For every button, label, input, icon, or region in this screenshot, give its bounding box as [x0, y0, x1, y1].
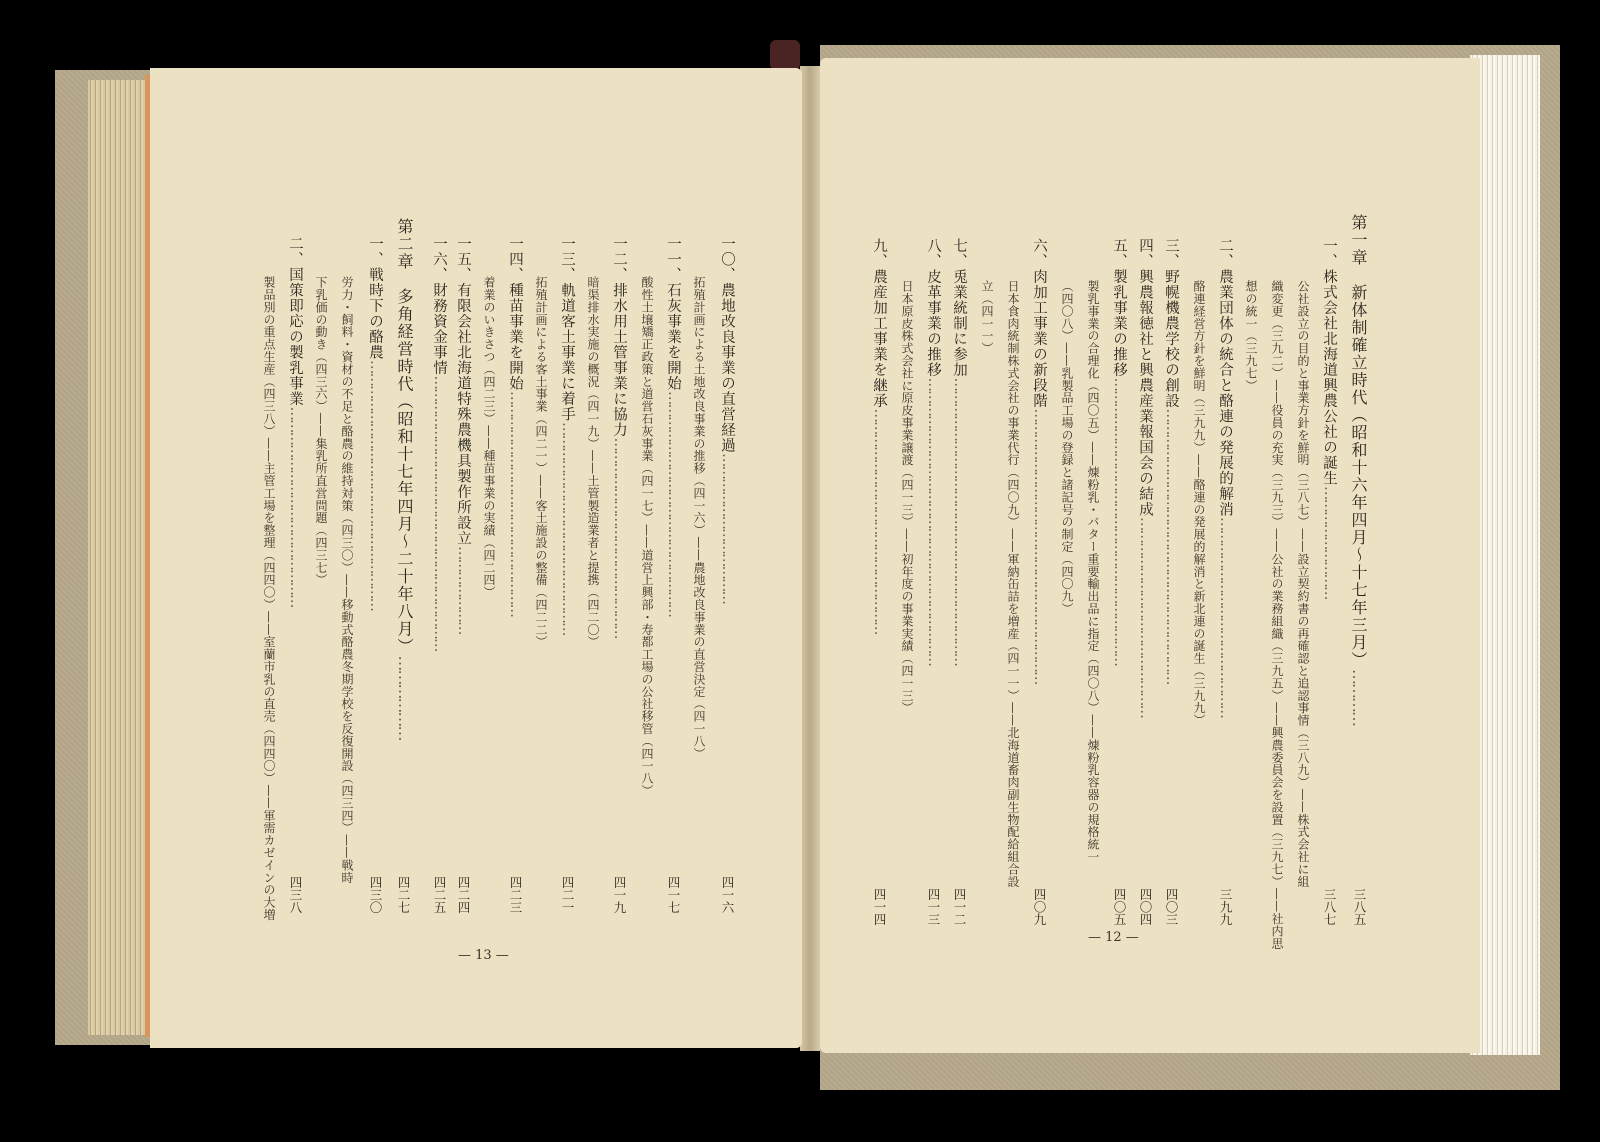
left-page-edges	[88, 80, 148, 1035]
right-col-1	[1347, 214, 1370, 725]
right-col-19	[869, 238, 890, 634]
section-title: 種苗事業を開始	[507, 282, 523, 391]
left-page	[150, 68, 802, 1048]
leader-dots: …………………………………………………………	[1031, 408, 1047, 684]
subsection-text: （四〇八）——乳製品工場の登録と諸記号の制定（四〇九）	[1060, 280, 1074, 615]
left-col-6	[585, 276, 602, 648]
right-col-8	[1161, 238, 1182, 684]
subsection-text: 日本食肉統制株式会社の事業代行（四〇九）——軍納缶詰を増産（四一一）——北海道畜肉副生物配給組合設	[1006, 280, 1020, 888]
page-ref: 四一六	[720, 876, 735, 914]
leader-dots: …………………………………………………………	[1163, 408, 1179, 684]
section-title: 国策即応の製乳事業	[287, 267, 303, 407]
subsection-text: 着業のいきさつ（四二三）——種苗事業の実績（四二四）	[482, 276, 496, 599]
right-page-edges	[1470, 55, 1540, 1055]
right-col-16	[949, 238, 970, 665]
page-ref: 三九九	[1218, 888, 1233, 926]
left-col-4	[639, 276, 656, 797]
left-col-12	[429, 236, 450, 651]
right-col-13	[1029, 238, 1050, 684]
right-col-17	[923, 238, 944, 665]
section-title: 農産加工事業を継承	[871, 269, 887, 409]
subsection-text: 労力・飼料・資材の不足と酪農の維持対策（四三〇）——移動式酪農冬期学校を反復開設（四三四）——戦時	[340, 276, 354, 884]
right-col-12	[1059, 280, 1076, 615]
right-col-4	[1269, 280, 1286, 950]
section-title: 戦時下の酪農	[367, 267, 383, 360]
section-number: 一一、	[665, 236, 681, 283]
right-col-6	[1215, 238, 1236, 717]
page-ref: 四二四	[456, 876, 471, 914]
subsection-text: 下乳価の動き（四三六）——集乳所直営問題（四三七）	[314, 276, 328, 586]
section-number: 一六、	[431, 236, 447, 283]
left-col-7	[557, 236, 578, 635]
leader-dots: ………………	[395, 655, 414, 740]
section-number: 一、	[367, 236, 383, 267]
chapter-number: 第一章	[1349, 214, 1368, 267]
right-col-14	[1005, 280, 1022, 888]
leader-dots: ………………………	[1321, 486, 1337, 599]
section-number: 九、	[871, 238, 887, 269]
left-col-1	[717, 236, 738, 603]
section-title: 肉加工事業の新段階	[1031, 269, 1047, 409]
right-col-3	[1295, 280, 1312, 888]
section-title: 農地改良事業の直営経過	[719, 282, 735, 453]
subsection-text: 拓殖計画による土地改良事業の推移（四一六）——農地改良事業の直営決定（四一八）	[692, 276, 706, 760]
bookmark-ribbon	[770, 40, 800, 70]
right-col-5	[1243, 280, 1260, 392]
leader-dots: …………………………………………	[1217, 517, 1233, 717]
subsection-text: 織変更（三九二）——役員の充実（三九三）——公社の業務組織（三九五）——興農委員会を設置（三九七）——社内思	[1270, 280, 1284, 950]
leader-dots: ……………………………………………………	[367, 360, 383, 610]
section-title: 興農報徳社と興農産業報国会の結成	[1137, 269, 1153, 517]
right-col-10	[1109, 238, 1130, 665]
left-col-9	[505, 236, 526, 616]
section-number: 一四、	[507, 236, 523, 283]
right-col-18	[899, 280, 916, 714]
subsection-text: 暗渠排水実施の概況（四一九）——土管製造業者と提携（四二〇）	[586, 276, 600, 648]
leader-dots: ………………………………………………	[507, 391, 523, 616]
leader-dots: ………………………………………………	[871, 408, 887, 634]
subsection-text: 酸性土壌矯正政策と道営石灰事業（四一七）——道営上興部・寿都工場の公社移管（四一八）	[640, 276, 654, 797]
leader-dots: ………………………………………………	[665, 391, 681, 616]
section-title: 株式会社北海道興農公社の誕生	[1321, 269, 1337, 486]
subsection-text: 拓殖計画による客土事業（四二一）——客土施設の整備（四二二）	[534, 276, 548, 648]
leader-dots: ……………………………………………	[559, 422, 575, 635]
leader-dots: …………………………………………	[611, 437, 627, 638]
section-title: 農業団体の統合と酪連の発展的解消	[1217, 269, 1233, 517]
left-col-15	[339, 276, 356, 884]
page-ref: 四一四	[872, 888, 887, 926]
page-ref: 四〇五	[1112, 888, 1127, 926]
left-col-14	[365, 236, 386, 610]
page-number: — 13 —	[458, 948, 509, 963]
section-number: 八、	[925, 238, 941, 269]
section-number: 一二、	[611, 236, 627, 283]
section-title: 皮革事業の推移	[925, 269, 941, 378]
page-ref: 四二三	[508, 876, 523, 914]
section-title: 有限会社北海道特殊農機具製作所設立	[455, 282, 471, 546]
section-number: 四、	[1137, 238, 1153, 269]
subsection-text: 酪連経営方針を鮮明（三九九）——酪連の発展的解消と新北連の誕生（三九九）	[1192, 280, 1206, 727]
right-col-9	[1135, 238, 1156, 717]
left-col-11	[453, 236, 474, 634]
leader-dots: ……………………………………………………………	[1111, 377, 1127, 665]
leader-dots: …………………	[455, 546, 471, 634]
section-number: 二、	[1217, 238, 1233, 269]
leader-dots: …………………………………………………………	[431, 375, 447, 651]
section-title: 軌道客土事業に着手	[559, 282, 575, 422]
right-page	[820, 58, 1480, 1053]
section-number: 一五、	[455, 236, 471, 283]
subsection-text: 立（四一一）	[980, 280, 994, 355]
page-ref: 四一三	[926, 888, 941, 926]
section-number: 三、	[1163, 238, 1179, 269]
subsection-text: 想の統一（三九七）	[1244, 280, 1258, 392]
page-ref: 四二一	[560, 876, 575, 914]
left-col-3	[663, 236, 684, 616]
section-title: 財務資金事情	[431, 282, 447, 376]
section-number: 二、	[287, 236, 303, 267]
section-number: 一三、	[559, 236, 575, 283]
page-ref: 三八七	[1322, 888, 1337, 926]
right-col-11	[1085, 280, 1102, 863]
page-ref: 四〇三	[1164, 888, 1179, 926]
left-col-17	[285, 236, 306, 607]
leader-dots: …………………………………………	[1137, 517, 1153, 717]
subsection-text: 日本原皮株式会社に原皮事業譲渡（四一三）——初年度の事業実績（四一三）	[900, 280, 914, 714]
left-col-16	[313, 276, 330, 586]
page-number: — 12 —	[1088, 930, 1139, 945]
subsection-text: 製乳事業の合理化（四〇五）——煉粉乳・バター重要輸出品に指定（四〇八）——煉粉乳容器の規格統一	[1086, 280, 1100, 863]
left-col-13	[393, 218, 416, 740]
section-number: 一〇、	[719, 236, 735, 283]
page-ref: 四三〇	[368, 876, 383, 914]
spine-shadow	[800, 66, 820, 1051]
page-ref: 四一七	[666, 876, 681, 914]
section-title: 製乳事業の推移	[1111, 269, 1127, 378]
chapter-number: 第二章	[395, 218, 414, 271]
leader-dots: ………………………………	[719, 453, 735, 603]
section-title: 野幌機農学校の創設	[1163, 269, 1179, 409]
leader-dots: …………………………………………	[287, 406, 303, 607]
page-ref: 四一九	[612, 876, 627, 914]
subsection-text: 公社設立の目的と事業方針を鮮明（三八七）——設立契約書の再確認と追認事情（三八九）——株式会社に組	[1296, 280, 1310, 888]
right-col-15	[979, 280, 996, 354]
left-col-8	[533, 276, 550, 648]
section-number: 五、	[1111, 238, 1127, 269]
left-col-2	[691, 276, 708, 760]
section-title: 兎業統制に参加	[951, 269, 967, 378]
page-ref: 三八五	[1352, 888, 1367, 926]
page-ref: 四〇九	[1032, 888, 1047, 926]
page-ref: 四三八	[288, 876, 303, 914]
section-number: 一、	[1321, 238, 1337, 269]
leader-dots: ……………………………………………………………	[925, 377, 941, 665]
leader-dots: ……………………………………………………………	[951, 377, 967, 665]
section-title: 排水用土管事業に協力	[611, 282, 627, 438]
page-ref: 四〇四	[1138, 888, 1153, 926]
right-col-7	[1191, 280, 1208, 726]
left-col-10	[481, 276, 498, 598]
page-ref: 四一二	[952, 888, 967, 926]
subsection-text: 製品別の重点生産（四三八）——主管工場を整理（四四〇）——室蘭市乳の直売（四四〇）——軍需カゼインの大増	[262, 276, 276, 921]
chapter-title: 多角経営時代（昭和十七年四月〜二十年八月）	[395, 288, 414, 656]
section-number: 七、	[951, 238, 967, 269]
right-col-2	[1319, 238, 1340, 599]
chapter-title: 新体制確立時代（昭和十六年四月〜十七年三月）	[1349, 284, 1368, 669]
left-col-5	[609, 236, 630, 638]
page-ref: 四二七	[396, 876, 411, 914]
section-title: 石灰事業を開始	[665, 282, 681, 391]
left-col-18	[261, 276, 278, 921]
section-number: 六、	[1031, 238, 1047, 269]
page-ref: 四二五	[432, 876, 447, 914]
leader-dots: …………	[1349, 669, 1368, 725]
